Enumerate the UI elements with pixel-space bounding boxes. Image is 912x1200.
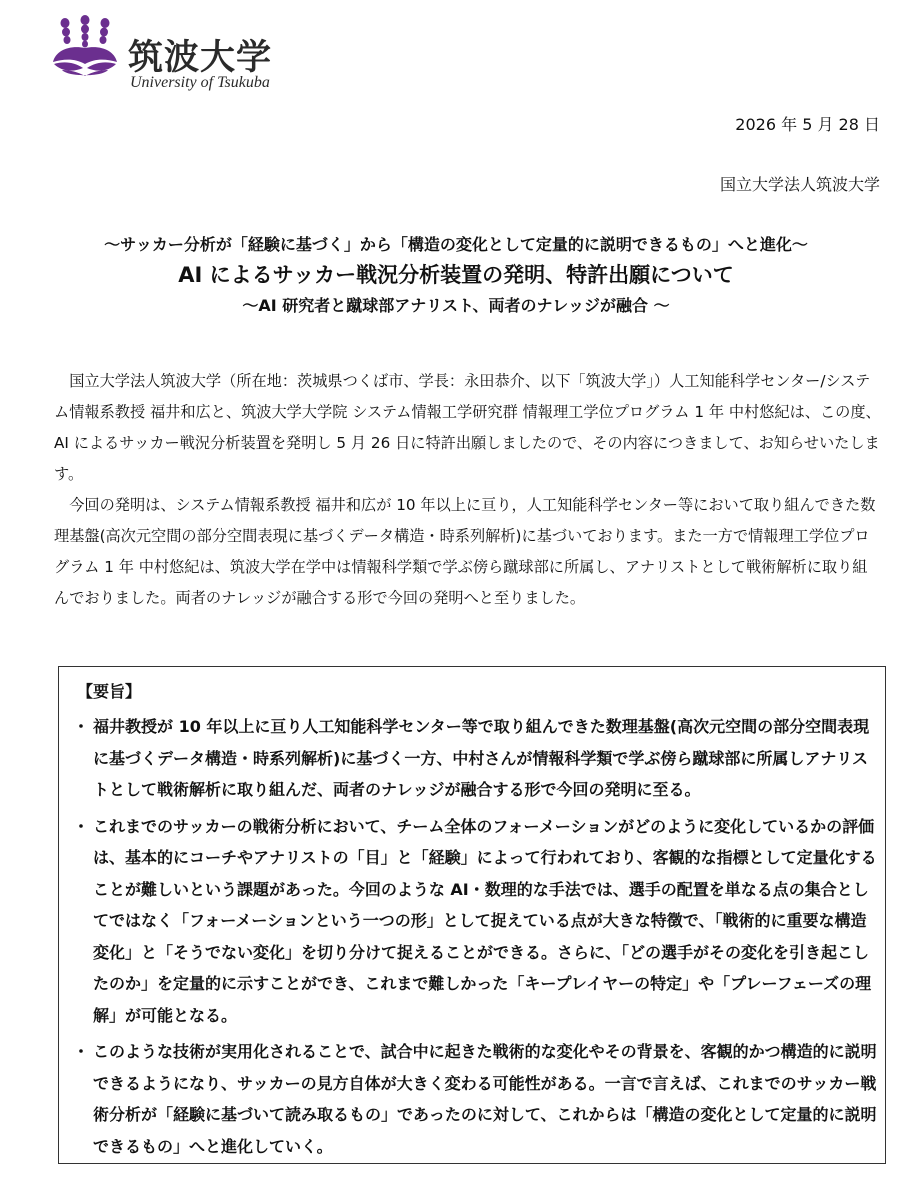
issuer-name: 国立大学法人筑波大学: [719, 175, 880, 194]
summary-list: [71, 711, 877, 1162]
summary-item: [71, 811, 877, 1032]
title-block: [30, 234, 882, 318]
summary-item-text: このような技術が実用化されることで、試合中に起きた戦術的な変化やその背景を、客観的かつ構造的に説明できるようになり、サッカーの見方自体が大きく変わる可能性がある。一言で言えば、これまでのサッカー戦術分析が「経験に基づいて読み取るもの」であったのに対して、これからは「構造の変化として定量的に説明できるもの」へと進化していく。: [93, 1042, 877, 1156]
body-text: [54, 366, 882, 614]
bullet-marker: ・: [73, 717, 90, 736]
subtitle-bottom: ～AI 研究者と蹴球部アナリスト、両者のナレッジが融合 ～: [242, 296, 670, 315]
university-name-english: University of Tsukuba: [130, 74, 270, 91]
letterhead: [50, 12, 290, 92]
bullet-marker: ・: [73, 1042, 90, 1061]
bullet-marker: ・: [73, 816, 90, 836]
summary-item: [71, 1036, 877, 1162]
summary-box: [58, 666, 886, 1164]
summary-item: [71, 711, 877, 806]
body-paragraph: 今回の発明は、システム情報系教授 福井和広が 10 年以上に亘り，人工知能科学センター等において取り組んできた数理基盤(高次元空間の部分空間表現に基づくデータ構造・時系列解析)に基づいております。また一方で情報理工学位プログラム 1 年 中村悠紀は、筑波大学在学中は情報科学類で学ぶ傍ら蹴球部に所属し、アナリストとして戦術解析に取り組んでおりました。両者のナレッジが融合する形で今回の発明へと至りました。: [54, 496, 876, 607]
summary-item-text: 福井教授が 10 年以上に亘り人工知能科学センター等で取り組んできた数理基盤(高次元空間の部分空間表現に基づくデータ構造・時系列解析)に基づく一方、中村さんが情報科学類で学ぶ傍ら蹴球部に所属しアナリストとして戦術解析に取り組んだ、両者のナレッジが融合する形で今回の発明に至る。: [93, 717, 870, 799]
subtitle-top: ～サッカー分析が「経験に基づく」から「構造の変化として定量的に説明できるもの」へと進化～: [104, 235, 808, 254]
summary-item-text: これまでのサッカーの戦術分析において、チーム全体のフォーメーションがどのように変化しているかの評価は、基本的にコーチやアナリストの「目」と「経験」によって行われており、客観的な指標として定量化することが難しいという課題があった。今回のような AI・数理的な手法では、選手の配置を単なる点の集合としてではなく「フォーメーションという一つの形」として捉えている点が大きな特徴で、「戦術的に重要な構造変化」と「そうでない変化」を切り分けて捉えることができる。さらに、「どの選手がその変化を引き起こしたのか」を定量的に示すことができ、これまで難しかった「キープレイヤーの特定」や「プレーフェーズの理解」が可能となる。: [93, 816, 877, 1025]
paulownia-crest-icon: [50, 12, 120, 78]
summary-heading: 【要旨】: [77, 682, 142, 701]
body-paragraph: 国立大学法人筑波大学（所在地：茨城県つくば市、学長：永田恭介、以下「筑波大学」）人工知能科学センター/システム情報系教授 福井和広と、筑波大学大学院 システム情報工学研究群 情報理工学位プログラム 1 年 中村悠紀は、この度、AI によるサッカー戦況分析装置を発明し 5 月 26 日に特許出願しましたので、その内容につきまして、お知らせいたします。: [54, 372, 881, 483]
main-title: AI によるサッカー戦況分析装置の発明、特許出願について: [178, 263, 734, 287]
university-name-japanese: 筑波大学: [128, 37, 273, 78]
release-date: 2026 年 5 月 28 日: [735, 115, 880, 134]
